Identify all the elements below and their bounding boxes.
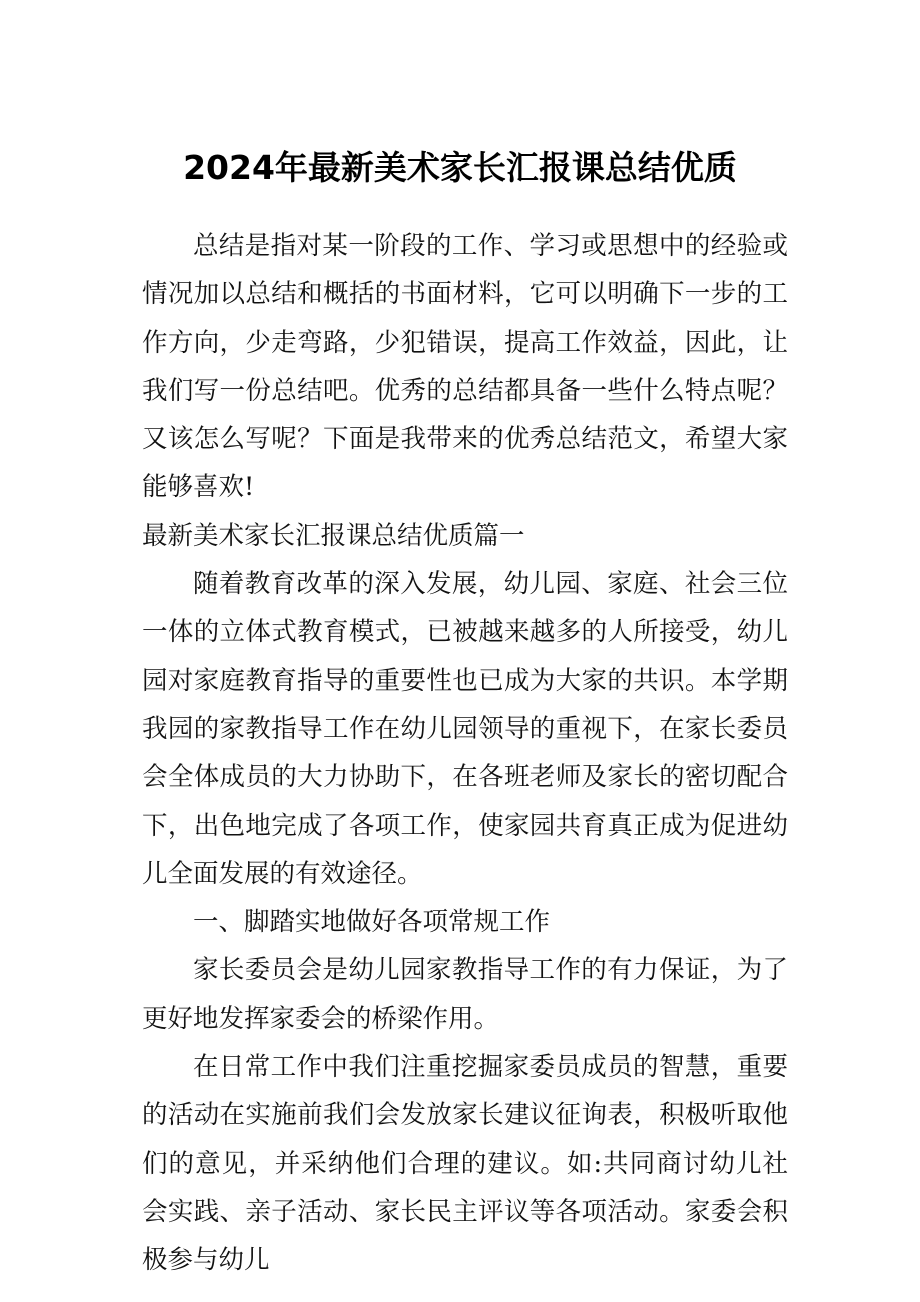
paragraph-daily-work: 在日常工作中我们注重挖掘家委员成员的智慧，重要的活动在实施前我们会发放家长建议征询表，积极听取他们的意见，并采纳他们合理的建议。如:共同商讨幼儿社会实践、亲子活动、家长民主评议等各项活动。家委会积极参与幼儿 (142, 1052, 788, 1276)
document-title: 2024年最新美术家长汇报课总结优质 (183, 148, 737, 187)
section-heading-part-one: 最新美术家长汇报课总结优质篇一 (142, 520, 525, 551)
paragraph-overview: 随着教育改革的深入发展，幼儿园、家庭、社会三位一体的立体式教育模式，已被越来越多的人所接受，幼儿园对家庭教育指导的重要性也已成为大家的共识。本学期我园的家教指导工作在幼儿园领导的重视下，在家长委员会全体成员的大力协助下，在各班老师及家长的密切配合下，出色地完成了各项工作，使家园共育真正成为促进幼儿全面发展的有效途径。 (142, 569, 788, 889)
document-body (142, 222, 788, 1285)
paragraph-parent-committee: 家长委员会是幼儿园家教指导工作的有力保证，为了更好地发挥家委会的桥梁作用。 (142, 955, 788, 1034)
paragraph-intro: 总结是指对某一阶段的工作、学习或思想中的经验或情况加以总结和概括的书面材料，它可以明确下一步的工作方向，少走弯路，少犯错误，提高工作效益，因此，让我们写一份总结吧。优秀的总结都具备一些什么特点呢？又该怎么写呢？下面是我带来的优秀总结范文，希望大家能够喜欢! (142, 231, 788, 503)
subheading-routine-work: 一、脚踏实地做好各项常规工作 (193, 907, 551, 938)
